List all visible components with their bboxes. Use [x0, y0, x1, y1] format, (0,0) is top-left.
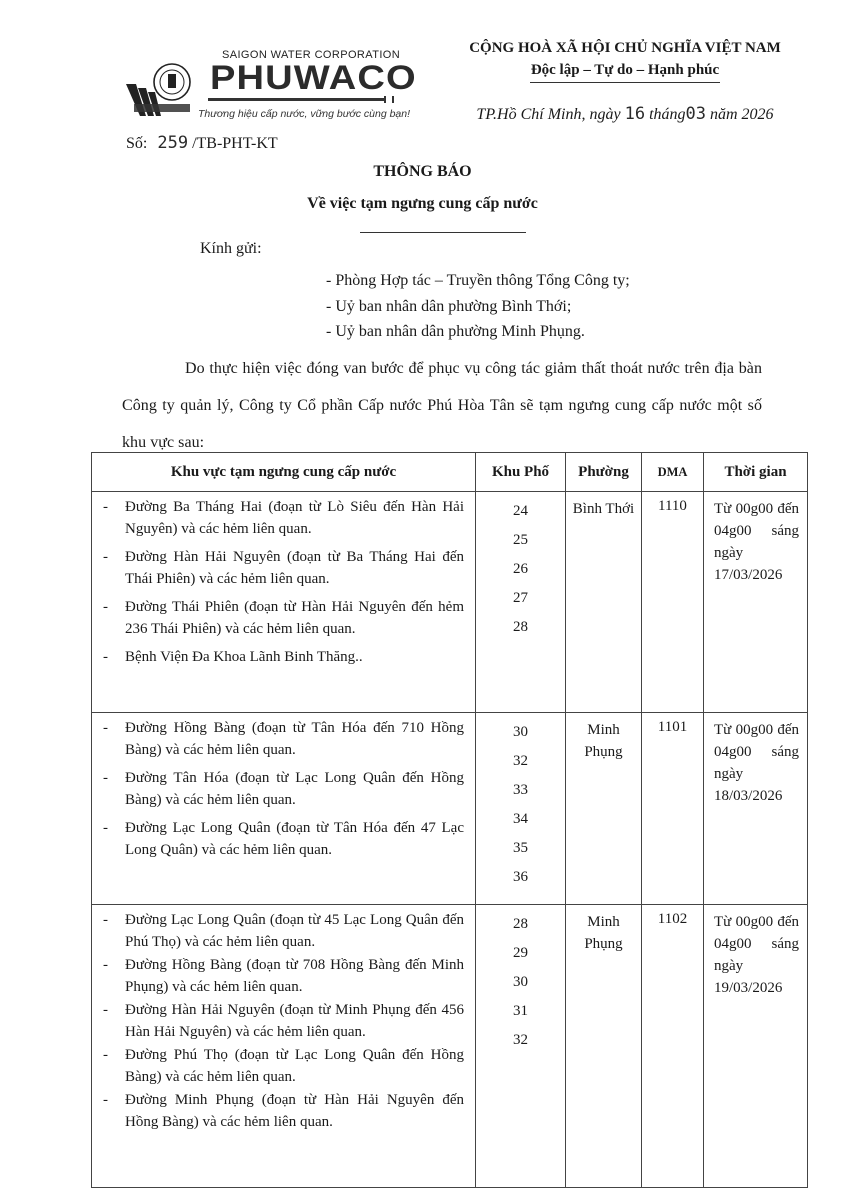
title-underline: [360, 232, 526, 233]
area-item: - Đường Hàn Hải Nguyên (đoạn từ Minh Phụng đến 456 Hàn Hải Nguyên) và các hẻm liên quan.: [93, 1000, 464, 1043]
greeting: Kính gửi:: [200, 240, 262, 257]
ward-cell: Minh Phụng: [566, 713, 642, 905]
recipient-item: - Phòng Hợp tác – Truyền thông Tổng Công ty;: [326, 272, 630, 289]
date-day: 16: [624, 104, 646, 124]
area-item: - Đường Hàn Hải Nguyên (đoạn từ Ba Tháng Hai đến Thái Phiên) và các hẻm liên quan.: [93, 547, 464, 590]
outage-schedule-table: [91, 452, 808, 1188]
area-cell: [92, 492, 476, 713]
document-title: THÔNG BÁO: [373, 163, 472, 180]
khu-pho-item: 35: [513, 840, 528, 856]
company-logo-seal-icon: [126, 62, 192, 118]
khu-pho-item: 32: [513, 1032, 528, 1048]
area-item: - Bệnh Viện Đa Khoa Lãnh Binh Thăng..: [93, 647, 464, 669]
date-month-label: tháng: [649, 106, 686, 123]
khu-pho-item: 28: [513, 916, 528, 932]
recipient-list: [326, 268, 630, 345]
area-item: - Đường Thái Phiên (đoạn từ Hàn Hải Nguyên đến hẻm 236 Thái Phiên) và các hẻm liên quan.: [93, 597, 464, 640]
header-time: Thời gian: [704, 453, 808, 492]
logo-brand-name: PHUWACO: [210, 59, 417, 97]
header-ward: Phường: [566, 453, 642, 492]
area-item: - Đường Lạc Long Quân (đoạn từ Tân Hóa đến 47 Lạc Long Quân) và các hẻm liên quan.: [93, 818, 464, 861]
logo-mark-icon: [384, 96, 394, 103]
recipient-item: - Uỷ ban nhân dân phường Bình Thới;: [326, 297, 572, 315]
document-subtitle: Về việc tạm ngưng cung cấp nước: [307, 195, 538, 212]
khu-pho-item: 24: [513, 503, 528, 519]
area-item: - Đường Tân Hóa (đoạn từ Lạc Long Quân đến Hồng Bàng) và các hẻm liên quan.: [93, 768, 464, 811]
khu-pho-item: 32: [513, 753, 528, 769]
time-cell: Từ 00g00 đến 04g00 sáng ngày 18/03/2026: [704, 713, 808, 905]
khu-pho-item: 25: [513, 532, 528, 548]
khu-pho-item: 33: [513, 782, 528, 798]
ward-cell: Minh Phụng: [566, 905, 642, 1188]
area-item: - Đường Minh Phụng (đoạn từ Hàn Hải Nguyên đến Hồng Bàng) và các hẻm liên quan.: [93, 1090, 464, 1133]
logo-underline: [208, 98, 384, 101]
khu-pho-item: 29: [513, 945, 528, 961]
khu-pho-cell: [476, 713, 566, 905]
document-number-value: 259: [157, 133, 189, 153]
date-month: 03: [685, 104, 706, 124]
khu-pho-item: 28: [513, 619, 528, 635]
area-item: - Đường Hồng Bàng (đoạn từ Tân Hóa đến 710 Hồng Bàng) và các hẻm liên quan.: [93, 718, 464, 761]
khu-pho-item: 30: [513, 974, 528, 990]
header-dma: DMA: [642, 453, 704, 492]
khu-pho-item: 27: [513, 590, 528, 606]
khu-pho-item: 31: [513, 1003, 528, 1019]
time-cell: Từ 00g00 đến 04g00 sáng ngày 19/03/2026: [704, 905, 808, 1188]
motto-underline: [530, 82, 720, 83]
area-cell: [92, 713, 476, 905]
date-year: năm 2026: [710, 106, 774, 123]
khu-pho-item: 26: [513, 561, 528, 577]
intro-paragraph: Do thực hiện việc đóng van bước để phục vụ công tác giảm thất thoát nước trên địa bàn Công ty quản lý, Công ty Cổ phần Cấp nước Phú Hòa Tân sẽ tạm ngưng cung cấp nước một số khu vực sau:: [122, 360, 762, 451]
document-number-suffix: /TB-PHT-KT: [192, 135, 278, 152]
table-row: [92, 713, 808, 905]
national-motto: Độc lập – Tự do – Hạnh phúc: [530, 62, 720, 78]
recipient-item: - Uỷ ban nhân dân phường Minh Phụng.: [326, 323, 585, 340]
area-cell: [92, 905, 476, 1188]
header-khu-pho: Khu Phố: [476, 453, 566, 492]
area-item: - Đường Phú Thọ (đoạn từ Lạc Long Quân đến Hồng Bàng) và các hẻm liên quan.: [93, 1045, 464, 1088]
document-number: [126, 133, 278, 153]
khu-pho-cell: [476, 492, 566, 713]
area-item: - Đường Lạc Long Quân (đoạn từ 45 Lạc Long Quân đến Phú Thọ) và các hẻm liên quan.: [93, 910, 464, 953]
national-title: CỘNG HOÀ XÃ HỘI CHỦ NGHĨA VIỆT NAM: [469, 40, 781, 56]
logo-slogan: Thương hiệu cấp nước, vững bước cùng bạn!: [198, 108, 411, 120]
table-row: [92, 905, 808, 1188]
header-area: Khu vực tạm ngưng cung cấp nước: [92, 453, 476, 492]
dateline: [440, 104, 810, 124]
khu-pho-item: 34: [513, 811, 528, 827]
area-item: - Đường Ba Tháng Hai (đoạn từ Lò Siêu đến Hàn Hải Nguyên) và các hẻm liên quan.: [93, 497, 464, 540]
khu-pho-item: 36: [513, 869, 528, 885]
time-cell: Từ 00g00 đến 04g00 sáng ngày 17/03/2026: [704, 492, 808, 713]
khu-pho-cell: [476, 905, 566, 1188]
document-number-label: Số:: [126, 135, 148, 152]
table-header-row: [92, 453, 808, 492]
area-item: - Đường Hồng Bàng (đoạn từ 708 Hồng Bàng đến Minh Phụng) và các hẻm liên quan.: [93, 955, 464, 998]
date-place: TP.Hồ Chí Minh, ngày: [476, 106, 621, 123]
dma-cell: 1110: [642, 492, 704, 713]
ward-cell: Bình Thới: [566, 492, 642, 713]
khu-pho-item: 30: [513, 724, 528, 740]
dma-cell: 1101: [642, 713, 704, 905]
table-row: [92, 492, 808, 713]
dma-cell: 1102: [642, 905, 704, 1188]
logo-corporation-name: SAIGON WATER CORPORATION: [222, 49, 401, 61]
